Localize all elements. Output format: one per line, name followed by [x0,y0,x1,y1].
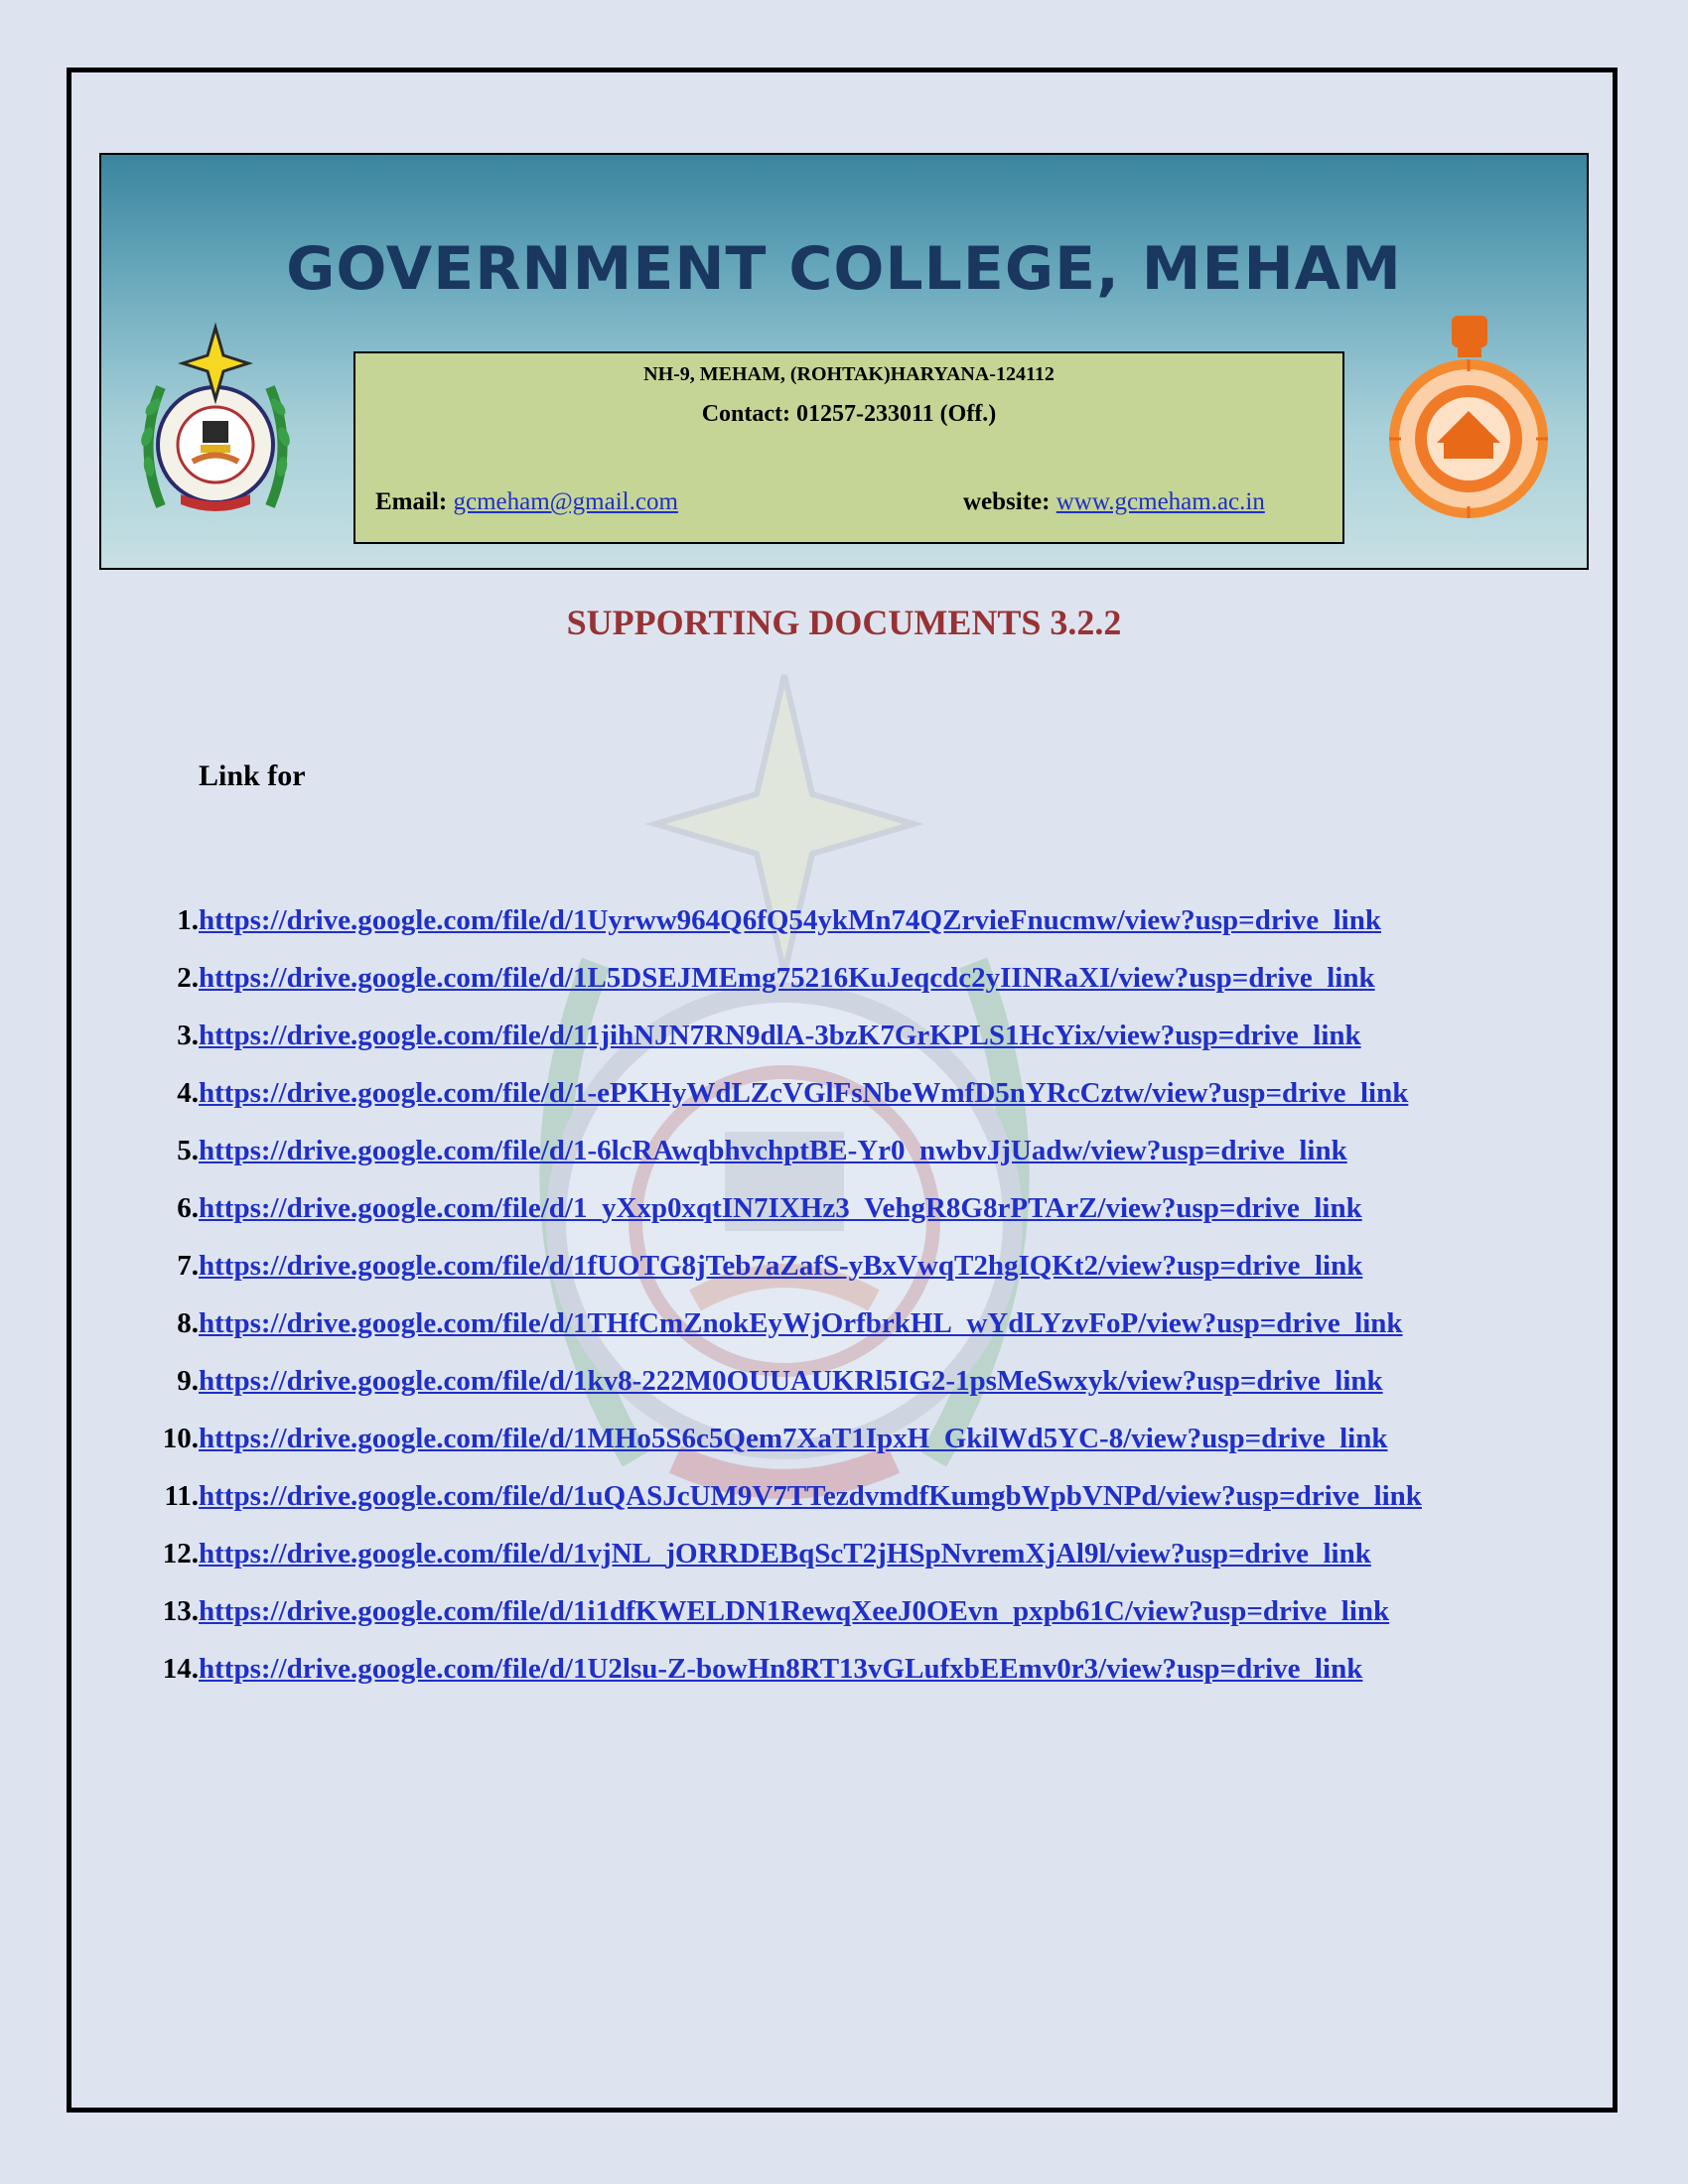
list-item [129,1420,1599,1458]
list-item [129,1132,1599,1170]
list-item [129,1592,1599,1631]
drive-link[interactable]: https://drive.google.com/file/d/1THfCmZnokEyWjOrfbrkHL_wYdLYzvFoP/view?usp=drive_link [199,1307,1403,1339]
website-label: website: [963,488,1051,515]
link-for-label: Link for [199,759,306,792]
drive-link[interactable]: https://drive.google.com/file/d/1_yXxp0xqtIN7IXHz3_VehgR8G8rPTArZ/view?usp=drive_link [199,1192,1362,1224]
list-item [129,1362,1599,1401]
drive-link[interactable]: https://drive.google.com/file/d/1-ePKHyWdLZcVGlFsNbeWmfD5nYRcCztw/view?usp=drive_link [199,1077,1409,1109]
drive-link[interactable]: https://drive.google.com/file/d/1i1dfKWELDN1RewqXeeJ0OEvn_pxpb61C/view?usp=drive_link [199,1595,1390,1627]
drive-link[interactable]: https://drive.google.com/file/d/1vjNL_jORRDEBqScT2jHSpNvremXjAl9l/view?usp=drive_link [199,1538,1371,1570]
email-label: Email: [375,488,448,515]
list-number: 10. [162,1423,199,1454]
list-number: 7. [177,1250,199,1282]
list-number: 2. [177,962,199,994]
list-item [129,1189,1599,1228]
list-number: 14. [162,1653,199,1685]
drive-link[interactable]: https://drive.google.com/file/d/1L5DSEJMEmg75216KuJeqcdc2yIINRaXI/view?usp=drive_link [199,962,1375,994]
list-item [129,959,1599,998]
website-link[interactable]: www.gcmeham.ac.in [1055,488,1265,515]
drive-link[interactable]: https://drive.google.com/file/d/1MHo5S6c5Qem7XaT1IpxH_GkilWd5YC-8/view?usp=drive_link [199,1423,1388,1454]
list-item [129,1304,1599,1343]
list-number: 11. [164,1480,199,1512]
drive-link[interactable]: https://drive.google.com/file/d/1uQASJcUM9V7TTezdvmdfKumgbWpbVNPd/view?usp=drive_link [199,1480,1422,1512]
drive-link[interactable]: https://drive.google.com/file/d/1U2lsu-Z-bowHn8RT13vGLufxbEEmv0r3/view?usp=drive_link [199,1653,1363,1685]
list-number: 3. [177,1020,199,1051]
link-list [129,901,1599,1707]
list-number: 1. [177,904,199,936]
list-number: 4. [177,1077,199,1109]
list-number: 6. [177,1192,199,1224]
website-line [963,488,1265,516]
letterhead [99,153,1589,570]
contact-phone: Contact: 01257-233011 (Off.) [701,401,997,427]
list-item [129,1074,1599,1113]
drive-link[interactable]: https://drive.google.com/file/d/11jihNJN7RN9dlA-3bzK7GrKPLS1HcYix/view?usp=drive_link [199,1020,1361,1051]
email-link[interactable]: gcmeham@gmail.com [453,488,678,515]
college-title: GOVERNMENT COLLEGE, MEHAM [286,234,1402,304]
list-number: 9. [177,1365,199,1397]
contact-info-box [353,351,1344,544]
list-item [129,1477,1599,1516]
list-item [129,1247,1599,1286]
list-item [129,901,1599,940]
list-item [129,1017,1599,1055]
drive-link[interactable]: https://drive.google.com/file/d/1fUOTG8jTeb7aZafS-yBxVwqT2hgIQKt2/view?usp=drive_link [199,1250,1363,1282]
list-item [129,1650,1599,1689]
list-number: 13. [162,1595,199,1627]
drive-link[interactable]: https://drive.google.com/file/d/1Uyrww964Q6fQ54ykMn74QZrvieFnucmw/view?usp=drive_link [199,904,1381,936]
list-number: 5. [177,1135,199,1166]
list-number: 12. [162,1538,199,1570]
section-title: SUPPORTING DOCUMENTS 3.2.2 [566,603,1122,642]
list-number: 8. [177,1307,199,1339]
haryana-emblem-icon [1382,312,1556,525]
list-item [129,1535,1599,1573]
college-emblem-icon [131,318,300,526]
email-line [375,488,678,516]
address-text: NH-9, MEHAM, (ROHTAK)HARYANA-124112 [643,363,1055,385]
drive-link[interactable]: https://drive.google.com/file/d/1-6lcRAwqbhvchptBE-Yr0_nwbvJjUadw/view?usp=drive_link [199,1135,1347,1166]
drive-link[interactable]: https://drive.google.com/file/d/1kv8-222M0OUUAUKRl5IG2-1psMeSwxyk/view?usp=drive_link [199,1365,1383,1397]
